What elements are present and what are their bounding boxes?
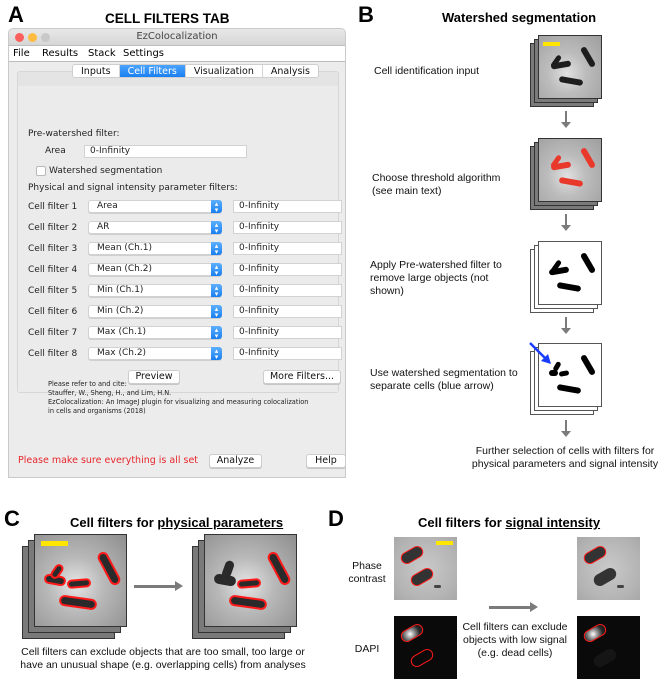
cell-filter-2-select[interactable] bbox=[88, 221, 222, 234]
cell-filter-5-range[interactable]: 0-Infinity bbox=[233, 284, 342, 297]
cell-filter-1-select[interactable] bbox=[88, 200, 222, 213]
cell-filter-3-range[interactable]: 0-Infinity bbox=[233, 242, 342, 255]
cell-filter-1-range[interactable]: 0-Infinity bbox=[233, 200, 342, 213]
updown-chevron-icon[interactable]: ▴ ▾ bbox=[211, 305, 222, 318]
step-2-image-stack bbox=[530, 138, 602, 210]
cell-filter-8-value: Max (Ch.2) bbox=[97, 348, 147, 358]
tab-analysis[interactable]: Analysis bbox=[270, 66, 310, 77]
citation-text bbox=[48, 380, 308, 416]
panel-d-title-prefix: Cell filters for bbox=[418, 515, 506, 530]
scale-bar bbox=[543, 42, 560, 46]
panel-c-title-prefix: Cell filters for bbox=[70, 515, 158, 530]
phase-before-image bbox=[394, 537, 457, 600]
step-4-image-stack bbox=[530, 343, 602, 415]
panel-c-caption: Cell filters can exclude objects that are too small, too large or have an unusual shape (e.g. overlapping cells) from analyses bbox=[20, 646, 306, 671]
citation-line: Stauffer, W., Sheng, H., and Lim, H.N. bbox=[48, 389, 172, 397]
updown-chevron-icon[interactable]: ▴ ▾ bbox=[211, 221, 222, 234]
updown-chevron-icon[interactable]: ▴ ▾ bbox=[211, 242, 222, 255]
cell-filter-7-range[interactable]: 0-Infinity bbox=[233, 326, 342, 339]
tab-bar bbox=[72, 64, 319, 78]
panel-c-before-stack bbox=[22, 534, 127, 639]
panel-a-title: CELL FILTERS TAB bbox=[105, 11, 230, 26]
panel-c-title-underlined: physical parameters bbox=[157, 515, 284, 530]
panel-d-title bbox=[418, 515, 600, 530]
window-titlebar bbox=[9, 29, 345, 46]
cell-filter-7-value: Max (Ch.1) bbox=[97, 327, 147, 337]
cell-filter-6-select[interactable] bbox=[88, 305, 222, 318]
citation-line: EzColocalization: An ImageJ plugin for visualizing and measuring colocalization bbox=[48, 398, 309, 406]
cell-filter-7-label: Cell filter 7 bbox=[28, 328, 78, 338]
tab-visualization[interactable]: Visualization bbox=[186, 65, 263, 77]
arrow-down-icon bbox=[565, 111, 567, 123]
row-label-phase-contrast: Phase contrast bbox=[348, 560, 386, 585]
row-label-dapi: DAPI bbox=[354, 643, 380, 655]
help-button[interactable]: Help bbox=[306, 454, 346, 468]
arrow-right-icon bbox=[489, 606, 531, 609]
cell-filter-4-label: Cell filter 4 bbox=[28, 265, 78, 275]
cell-filter-2-value: AR bbox=[97, 222, 110, 232]
cell-filter-1-value: Area bbox=[97, 201, 118, 211]
panel-a-letter: A bbox=[8, 2, 24, 27]
updown-chevron-icon[interactable]: ▴ ▾ bbox=[211, 284, 222, 297]
preview-button[interactable]: Preview bbox=[128, 370, 180, 384]
cell-filter-6-range[interactable]: 0-Infinity bbox=[233, 305, 342, 318]
pre-watershed-area-label: Area bbox=[45, 146, 66, 156]
panel-d-caption: Cell filters can exclude objects with low signal (e.g. dead cells) bbox=[462, 621, 568, 659]
cell-filter-8-label: Cell filter 8 bbox=[28, 349, 78, 359]
cell-filter-3-select[interactable] bbox=[88, 242, 222, 255]
pre-watershed-area-input[interactable]: 0-Infinity bbox=[84, 145, 247, 158]
arrow-down-icon bbox=[565, 317, 567, 329]
step-3-image-stack bbox=[530, 241, 602, 313]
menu-bar bbox=[9, 46, 345, 62]
arrow-right-icon bbox=[134, 585, 176, 588]
citation-line: Please refer to and cite: bbox=[48, 380, 127, 388]
scale-bar bbox=[436, 541, 453, 545]
more-filters-button[interactable]: More Filters... bbox=[263, 370, 341, 384]
cell-filters-content bbox=[17, 71, 339, 393]
cell-filter-5-value: Min (Ch.1) bbox=[97, 285, 144, 295]
phase-after-image bbox=[577, 537, 640, 600]
cell-filter-4-range[interactable]: 0-Infinity bbox=[233, 263, 342, 276]
window-title: EzColocalization bbox=[136, 31, 218, 42]
updown-chevron-icon[interactable]: ▴ ▾ bbox=[211, 347, 222, 360]
pre-watershed-heading: Pre-watershed filter: bbox=[28, 129, 120, 139]
scale-bar bbox=[41, 541, 68, 546]
menu-stack[interactable]: Stack bbox=[88, 48, 116, 59]
cell-filter-4-select[interactable] bbox=[88, 263, 222, 276]
cell-filter-5-select[interactable] bbox=[88, 284, 222, 297]
menu-file[interactable]: File bbox=[13, 48, 30, 59]
dapi-after-image bbox=[577, 616, 640, 679]
panel-b-title: Watershed segmentation bbox=[442, 10, 597, 25]
step-1-image-stack bbox=[530, 35, 602, 107]
updown-chevron-icon[interactable]: ▴ ▾ bbox=[211, 326, 222, 339]
arrow-down-icon bbox=[565, 214, 567, 226]
cell-filter-6-value: Min (Ch.2) bbox=[97, 306, 144, 316]
cell-filter-1-label: Cell filter 1 bbox=[28, 202, 78, 212]
panel-c-letter: C bbox=[4, 506, 20, 531]
cell-filter-8-range[interactable]: 0-Infinity bbox=[233, 347, 342, 360]
panel-d-letter: D bbox=[328, 506, 344, 531]
cell-filter-3-label: Cell filter 3 bbox=[28, 244, 78, 254]
dapi-before-image bbox=[394, 616, 457, 679]
step-2-label: Choose threshold algorithm (see main text) bbox=[372, 172, 501, 197]
cell-filter-2-range[interactable]: 0-Infinity bbox=[233, 221, 342, 234]
cell-filter-8-select[interactable] bbox=[88, 347, 222, 360]
updown-chevron-icon[interactable]: ▴ ▾ bbox=[211, 263, 222, 276]
cell-filter-2-label: Cell filter 2 bbox=[28, 223, 78, 233]
menu-results[interactable]: Results bbox=[42, 48, 79, 59]
cell-filter-4-value: Mean (Ch.2) bbox=[97, 264, 152, 274]
cell-filter-7-select[interactable] bbox=[88, 326, 222, 339]
step-4-label: Use watershed segmentation to separate cells (blue arrow) bbox=[370, 367, 518, 392]
filters-heading: Physical and signal intensity parameter filters: bbox=[28, 183, 238, 193]
watershed-blue-arrow-icon bbox=[528, 341, 558, 371]
watershed-checkbox-label: Watershed segmentation bbox=[49, 166, 163, 176]
analyze-button[interactable]: Analyze bbox=[209, 454, 262, 468]
step-1-label: Cell identification input bbox=[374, 65, 480, 77]
menu-settings[interactable]: Settings bbox=[123, 48, 165, 59]
warning-message: Please make sure everything is all set bbox=[18, 455, 199, 466]
cell-filter-5-label: Cell filter 5 bbox=[28, 286, 78, 296]
watershed-checkbox[interactable] bbox=[36, 166, 46, 176]
panel-b-final-caption: Further selection of cells with filters for physical parameters and signal intensity bbox=[471, 445, 659, 470]
updown-chevron-icon[interactable]: ▴ ▾ bbox=[211, 200, 222, 213]
cell-filter-3-value: Mean (Ch.1) bbox=[97, 243, 152, 253]
cell-filter-6-label: Cell filter 6 bbox=[28, 307, 78, 317]
citation-line: in cells and organisms (2018) bbox=[48, 407, 146, 415]
panel-d-title-underlined: signal intensity bbox=[505, 515, 601, 530]
panel-b-letter: B bbox=[358, 2, 374, 27]
tab-inputs[interactable]: Inputs bbox=[73, 65, 120, 77]
panel-c-title bbox=[70, 515, 283, 530]
step-3-label: Apply Pre-watershed filter to remove large objects (not shown) bbox=[370, 259, 502, 297]
tab-cell-filters[interactable]: Cell Filters bbox=[120, 65, 186, 77]
panel-c-after-stack bbox=[192, 534, 297, 639]
arrow-down-icon bbox=[565, 420, 567, 432]
